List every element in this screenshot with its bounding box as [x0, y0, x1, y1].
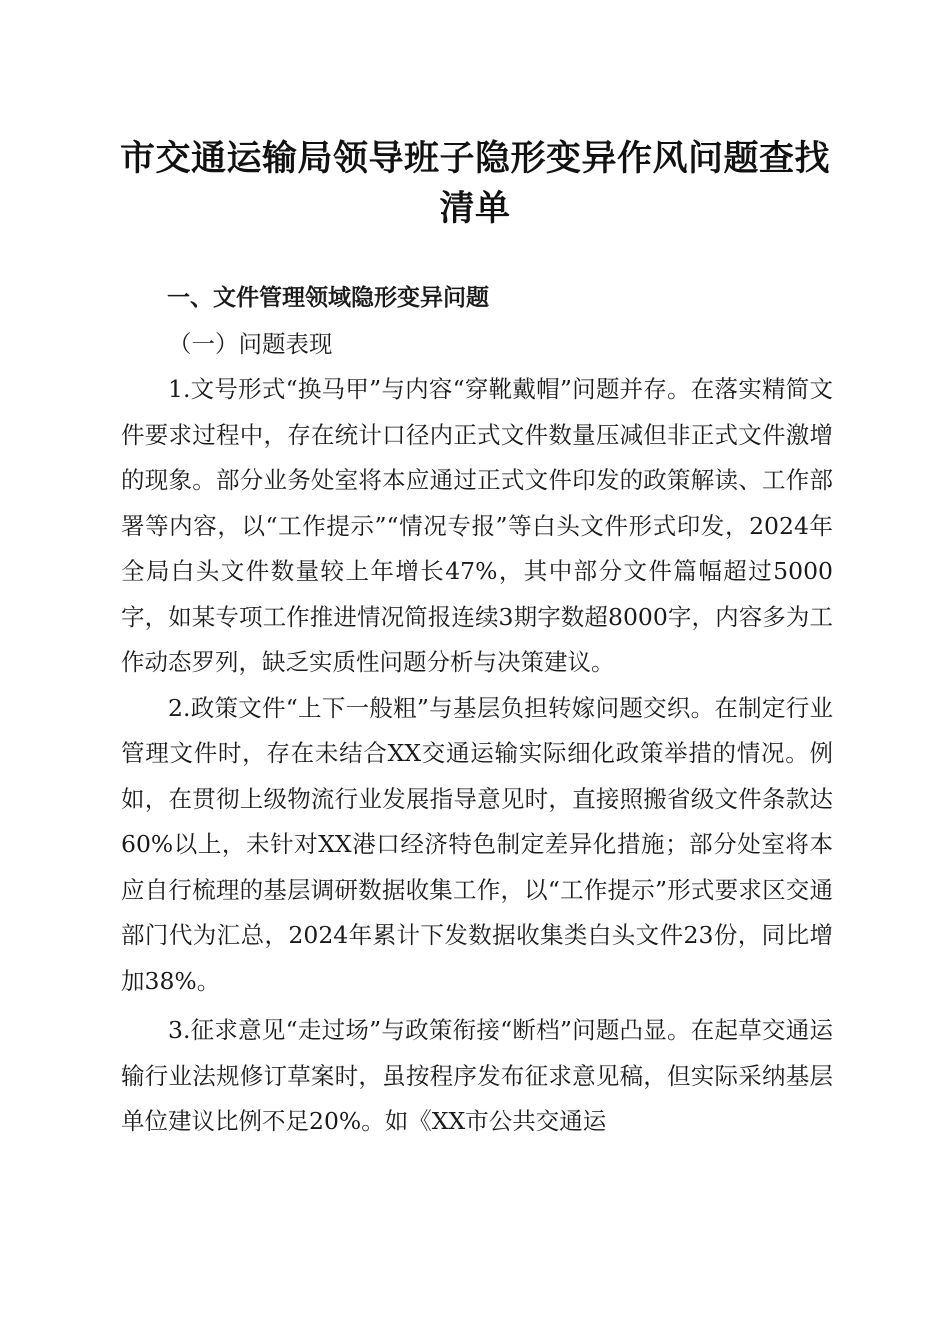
paragraph-1: 1.文号形式“换马甲”与内容“穿靴戴帽”问题并存。在落实精简文件要求过程中，存在统计口径内正式文件数量压减但非正式文件激增的现象。部分业务处室将本应通过正式文件印发的政策解读、工作部署等内容，以“工作提示”“情况专报”等白头文件形式印发，2024年全局白头文件数量较上年增长47%，其中部分文件篇幅超过5000字，如某专项工作推进情况简报连续3期字数超8000字，内容多为工作动态罗列，缺乏实质性问题分析与决策建议。 [121, 375, 833, 676]
paragraph-3: 3.征求意见“走过场”与政策衔接“断档”问题凸显。在起草交通运输行业法规修订草案时，虽按程序发布征求意见稿，但实际采纳基层单位建议比例不足20%。如《XX市公共交通运 [121, 1016, 833, 1135]
section-heading: 一、文件管理领域隐形变异问题 [167, 285, 489, 311]
document-title: 市交通运输局领导班子隐形变异作风问题查找清单 [119, 138, 830, 229]
paragraph-2: 2.政策文件“上下一般粗”与基层负担转嫁问题交织。在制定行业管理文件时，存在未结合XX交通运输实际细化政策举措的情况。例如，在贯彻上级物流行业发展指导意见时，直接照搬省级文件条款达60%以上，未针对XX港口经济特色制定差异化措施；部分处室将本应自行梳理的基层调研数据收集工作，以“工作提示”形式要求区交通部门代为汇总，2024年累计下发数据收集类白头文件23份，同比增加38%。 [121, 693, 833, 995]
document-body [121, 276, 833, 1145]
subsection-heading: （一）问题表现 [168, 329, 333, 358]
